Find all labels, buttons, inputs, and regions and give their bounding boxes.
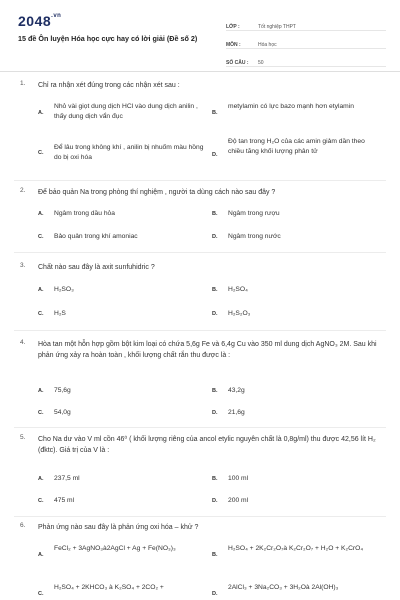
logo-text: 2048 (18, 13, 52, 29)
question-number: 4. (20, 339, 26, 346)
option-label: C. (38, 591, 44, 597)
option-text: 43,2g (228, 387, 245, 394)
option-label: B. (212, 388, 218, 394)
option-text: H₂SO₄ + 2K₂Cr₂O₇à K₂Cr₂O₇ + H₂O + K₂CrO₄ (228, 545, 364, 552)
option-text: FeCl₂ + 3AgNO₃à2AgCl + Ag + Fe(NO₃)₃ (54, 545, 176, 552)
option-label: D. (212, 498, 218, 504)
meta-class-value: Tốt nghiệp THPT (258, 24, 296, 30)
option-label: A. (38, 476, 44, 482)
option-text: 54,0g (54, 409, 71, 416)
option-label: D. (212, 591, 218, 597)
site-logo[interactable] (18, 13, 61, 29)
question-text: Phản ứng nào sau đây là phản ứng oxi hóa – khử ? (38, 524, 199, 531)
option-text: Ngâm trong nước (228, 233, 281, 240)
option-text: 475 ml (54, 497, 75, 504)
meta-subject-row (226, 34, 386, 49)
meta-class-label: LỚP : (226, 24, 240, 30)
logo-suffix: .vn (51, 13, 62, 19)
option-label: D. (212, 152, 218, 158)
document-title: 15 đề Ôn luyện Hóa học cực hay có lời giải (Đề số 2) (18, 34, 198, 43)
question-text: Chất nào sau đây là axit sunfuhidric ? (38, 264, 155, 271)
option-label: C. (38, 498, 44, 504)
option-text: Nhỏ vài giọt dung dịch HCl vào dung dịch anilin , thấy dung dịch vẩn đục (54, 103, 198, 120)
option-label: B. (212, 287, 218, 293)
meta-subject-label: MÔN : (226, 42, 241, 48)
option-text: H₂S (54, 310, 66, 317)
meta-count-label: SỐ CÂU : (226, 60, 249, 66)
question-number: 1. (20, 80, 26, 87)
question-number: 3. (20, 262, 26, 269)
meta-subject-value: Hóa học (258, 42, 277, 48)
option-text: H₂SO₄ (228, 286, 248, 293)
option-text: 100 ml (228, 475, 249, 482)
question-number: 5. (20, 434, 26, 441)
option-text: H₂SO₃ (54, 286, 74, 293)
option-label: A. (38, 287, 44, 293)
option-label: B. (212, 110, 218, 116)
option-text: 21,6g (228, 409, 245, 416)
option-text: 237,5 ml (54, 475, 80, 482)
meta-count-row (226, 52, 386, 67)
question-separator (14, 180, 386, 181)
option-text: Ngâm trong dầu hỏa (54, 210, 115, 217)
option-label: D. (212, 410, 218, 416)
meta-class-row (226, 16, 386, 31)
option-label: C. (38, 311, 44, 317)
option-label: D. (212, 234, 218, 240)
option-label: A. (38, 211, 44, 217)
option-label: C. (38, 150, 44, 156)
option-label: A. (38, 552, 44, 558)
option-text: metylamin có lực bazo mạnh hơn etylamin (228, 103, 354, 110)
option-text: Bảo quản trong khí amoniac (54, 233, 138, 240)
question-text: Hòa tan một hỗn hợp gồm bột kim loại có chứa 5,6g Fe và 6,4g Cu vào 350 ml dung dịch AgNO₃ 2M. Sau khi phản ứng xảy ra hoàn toàn , khối lượng chất rắn thu được là : (38, 341, 377, 359)
question-text: Để bảo quản Na trong phòng thí nghiệm , người ta dùng cách nào sau đây ? (38, 189, 276, 196)
option-text: 200 ml (228, 497, 249, 504)
meta-count-value: 50 (258, 60, 264, 66)
option-text: H₂S₂O₃ (228, 310, 251, 317)
question-separator (14, 427, 386, 428)
question-text: Chỉ ra nhận xét đúng trong các nhận xét sau : (38, 82, 180, 89)
option-label: D. (212, 311, 218, 317)
option-label: C. (38, 410, 44, 416)
question-separator (14, 516, 386, 517)
option-text: H₂SO₄ + 2KHCO₃ à K₂SO₄ + 2CO₂ + (54, 584, 164, 591)
document-meta (226, 16, 386, 70)
option-label: C. (38, 234, 44, 240)
option-text: Độ tan trong H₂O của các amin giảm dần theo chiều tăng khối lượng phân tử (228, 138, 365, 155)
header-divider (0, 71, 400, 72)
document-header (0, 0, 400, 66)
option-label: A. (38, 110, 44, 116)
option-label: B. (212, 552, 218, 558)
question-number: 2. (20, 187, 26, 194)
option-text: 2AlCl₃ + 3Na₂CO₃ + 3H₂Oà 2Al(OH)₃ (228, 584, 339, 591)
question-separator (14, 330, 386, 331)
question-number: 6. (20, 522, 26, 529)
option-label: B. (212, 476, 218, 482)
question-text: Cho Na dư vào V ml cồn 46⁰ ( khối lượng riêng của ancol etylic nguyên chất là 0,8g/ml) thu được 42,56 lít H₂ (đktc). Giá trị của V là : (38, 436, 376, 454)
option-text: 75,6g (54, 387, 71, 394)
option-text: Ngâm trong rượu (228, 210, 280, 217)
question-separator (14, 252, 386, 253)
option-text: Để lâu trong không khí , anilin bị nhuốm màu hồng do bị oxi hóa (54, 144, 204, 161)
option-label: A. (38, 388, 44, 394)
option-label: B. (212, 211, 218, 217)
